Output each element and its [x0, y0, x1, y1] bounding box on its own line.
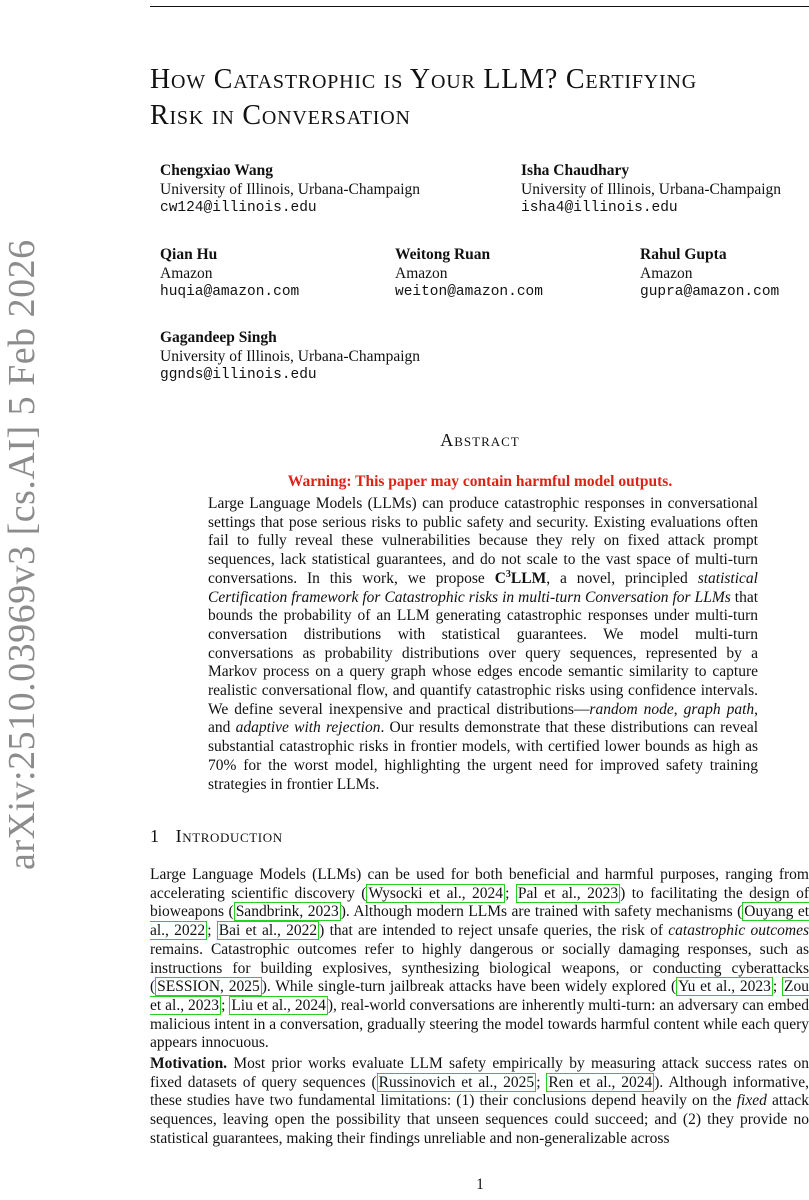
abstract-segment: that bounds the probability of an LLM generating catastrophic responses under multi-turn conversation distributions with statistical guarantees. We model multi-turn conversations as probability distributions over query sequences, represented by a Markov process on a query graph whose edges encode semantic similarity to capture realistic conversational flow, and quantify catastrophic risks using confidence intervals. We define several inexpensive and practical distributions—	[208, 588, 758, 718]
citation-link[interactable]: Ouyang et al., 2022	[150, 903, 809, 940]
section-heading-introduction	[150, 826, 283, 847]
author-affiliation: University of Illinois, Urbana-Champaign	[521, 180, 782, 198]
text-segment: ) that are intended to reject unsafe queries, the risk of	[319, 922, 669, 940]
page-number: 1	[476, 1176, 484, 1193]
author-name: Chengxiao Wang	[160, 162, 273, 179]
author-email[interactable]: gupra@amazon.com	[640, 284, 780, 300]
arxiv-stamp: arXiv:2510.03969v3 [cs.AI] 5 Feb 2026	[1, 239, 43, 870]
author-name: Weitong Ruan	[395, 246, 491, 263]
framework-name	[495, 570, 547, 587]
title-line-1: How Catastrophic is Your LLM? Certifying	[150, 64, 697, 95]
framework-name-llm: LLM	[510, 569, 547, 587]
author-email[interactable]: isha4@illinois.edu	[521, 200, 678, 216]
text-segment: ). Although modern LLMs are trained with safety mechanisms (	[340, 903, 743, 921]
author-affiliation: Amazon	[160, 264, 213, 282]
author-block	[160, 246, 299, 302]
author-block	[160, 162, 420, 218]
abstract-segment: ,	[673, 700, 684, 718]
citation-link[interactable]: Wysocki et al., 2024	[368, 884, 504, 902]
abstract-text	[208, 495, 758, 794]
author-affiliation: Amazon	[395, 264, 448, 282]
author-email[interactable]: weiton@amazon.com	[395, 284, 543, 300]
citation-link[interactable]: Pal et al., 2023	[517, 884, 619, 902]
author-block	[521, 162, 781, 218]
author-email[interactable]: huqia@amazon.com	[160, 284, 300, 300]
text-segment: ;	[536, 1073, 547, 1091]
citation-link[interactable]: Zou et al., 2023	[150, 978, 809, 1014]
author-name: Rahul Gupta	[640, 246, 727, 263]
author-block	[395, 246, 543, 302]
text-segment: ). While single-turn jailbreak attacks have been widely explored (	[261, 978, 677, 996]
author-email[interactable]: cw124@illinois.edu	[160, 200, 317, 216]
author-affiliation: University of Illinois, Urbana-Champaign	[160, 180, 421, 198]
citation-link[interactable]: Liu et al., 2024	[231, 996, 326, 1014]
framework-name-c: C	[494, 569, 506, 587]
intro-paragraph-2	[150, 1055, 809, 1149]
citation-link[interactable]: Bai et al., 2022	[218, 922, 318, 940]
author-email[interactable]: ggnds@illinois.edu	[160, 367, 317, 383]
paragraph-lead: Motivation.	[150, 1055, 228, 1072]
author-name: Gagandeep Singh	[160, 329, 277, 346]
abstract-italic: statistical Certification framework for Catastrophic risks in multi-turn Conversation for LLMs	[208, 569, 758, 606]
author-affiliation: University of Illinois, Urbana-Champaign	[160, 347, 421, 365]
text-segment: ). Although informative, these studies have two fundamental limitations: (1) their conclusions depend heavily on the	[150, 1073, 809, 1110]
abstract-italic: adaptive with rejection	[235, 719, 381, 737]
citation-link[interactable]: Sandbrink, 2023	[235, 903, 339, 921]
content-warning: Warning: This paper may contain harmful model outputs.	[287, 473, 673, 490]
abstract-italic: random node	[589, 700, 674, 718]
author-name: Isha Chaudhary	[521, 162, 630, 179]
abstract-segment: , a novel, principled	[546, 569, 698, 587]
text-segment: ;	[221, 996, 230, 1014]
abstract-segment: Large Language Models (LLMs) can produce catastrophic responses in conversational settings that pose serious risks to public safety and security. Existing evaluations often fail to fully reveal these vulnerabilities because they rely on fixed attack prompt sequences, lack statistical guarantees, and do not scale to the vast space of multi-turn conversations. In this work, we propose	[208, 495, 758, 587]
abstract-italic: graph path	[683, 700, 755, 718]
intro-paragraph-1	[150, 866, 809, 1053]
abstract-heading: Abstract	[440, 430, 520, 450]
italic-term: fixed	[736, 1092, 767, 1110]
text-segment: ) to facilitating the design of bioweapons (	[150, 884, 809, 921]
section-title: Introduction	[175, 826, 283, 846]
framework-name-superscript: 3	[505, 568, 511, 580]
text-segment: ), real-world conversations are inherently multi-turn: an adversary can embed malicious intent in a conversation, gradually steering the model towards harmful content while each query appears innocuous.	[150, 996, 809, 1052]
citation-link[interactable]: Yu et al., 2023	[678, 978, 771, 996]
text-segment: ;	[207, 922, 217, 940]
paper-title	[150, 62, 809, 134]
text-segment: Large Language Models (LLMs) can be used for both beneficial and harmful purposes, ranging from accelerating scientific discovery (	[150, 866, 809, 902]
text-segment: ;	[772, 978, 783, 996]
abstract-segment: , and	[208, 700, 759, 737]
text-segment: remains. Catastrophic outcomes refer to highly dangerous or socially damaging responses, such as instructions for building explosives, synthesizing biological weapons, or conducting cyberattacks (	[150, 940, 809, 996]
text-segment: Most prior works evaluate LLM safety empirically by measuring attack success rates on fixed datasets of query sequences (	[150, 1055, 809, 1091]
section-number: 1	[150, 826, 160, 846]
abstract-segment: . Our results demonstrate that these distributions can reveal substantial catastrophic risks in frontier models, with certified lower bounds as high as 70% for the worst model, highlighting the urgent need for improved safety training strategies in frontier LLMs.	[208, 719, 759, 793]
citation-link[interactable]: SESSION, 2025	[157, 978, 260, 996]
top-rule	[150, 6, 809, 7]
author-block	[640, 246, 779, 302]
author-name: Qian Hu	[160, 246, 218, 263]
italic-term: catastrophic outcomes	[668, 922, 809, 940]
author-affiliation: Amazon	[640, 264, 693, 282]
text-segment: ;	[505, 884, 516, 902]
title-line-2: Risk in Conversation	[150, 100, 411, 131]
author-block	[160, 329, 420, 385]
text-segment: attack sequences, leaving open the possibility that unseen sequences could succeed; and (2) they provide no statistical guarantees, making their findings unreliable and non-generalizable across	[150, 1092, 809, 1147]
citation-link[interactable]: Ren et al., 2024	[548, 1073, 653, 1091]
citation-link[interactable]: Russinovich et al., 2025	[378, 1073, 535, 1091]
